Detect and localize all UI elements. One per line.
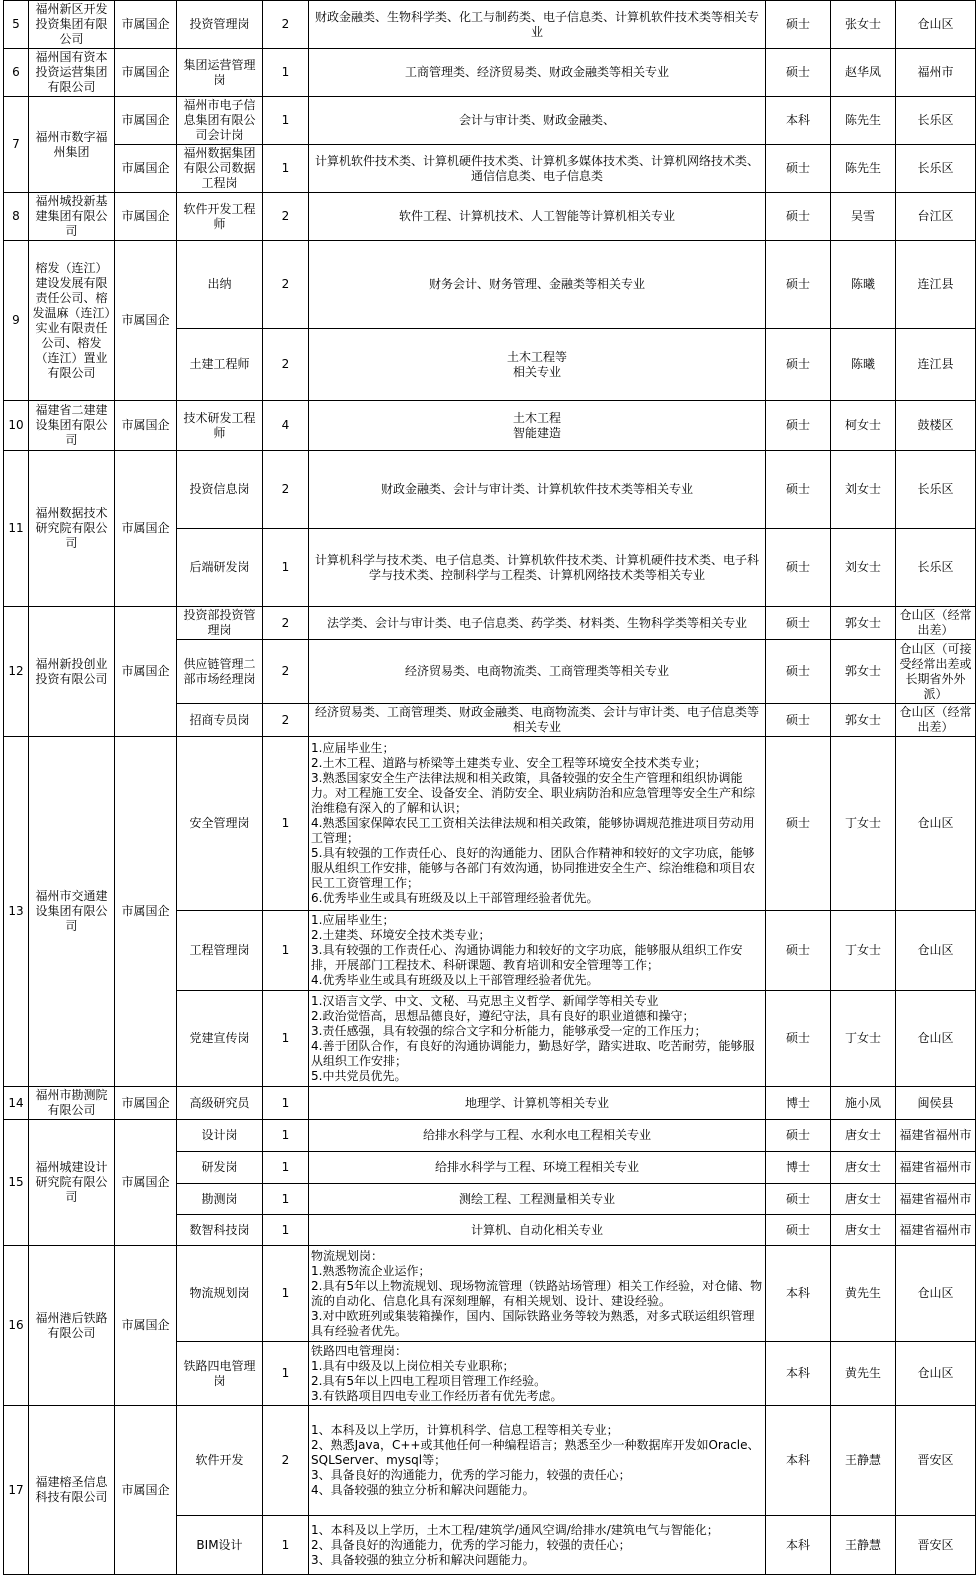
work-location: 闽侯县 bbox=[896, 1087, 976, 1120]
headcount: 2 bbox=[263, 704, 309, 737]
company-type: 市属国企 bbox=[115, 1120, 177, 1246]
job-title: 研发岗 bbox=[177, 1152, 263, 1184]
headcount: 4 bbox=[263, 401, 309, 451]
headcount: 2 bbox=[263, 607, 309, 640]
company-name: 福州港后铁路有限公司 bbox=[29, 1246, 115, 1406]
job-requirements bbox=[309, 401, 766, 451]
job-title: 软件开发工程师 bbox=[177, 193, 263, 241]
education: 博士 bbox=[766, 1152, 831, 1184]
contact-person: 丁女士 bbox=[831, 737, 896, 911]
row-number: 17 bbox=[4, 1406, 29, 1575]
headcount: 2 bbox=[263, 1, 309, 49]
company-type: 市属国企 bbox=[115, 49, 177, 97]
job-requirements bbox=[309, 911, 766, 991]
job-requirements: 计算机、自动化相关专业 bbox=[309, 1215, 766, 1246]
job-title: 安全管理岗 bbox=[177, 737, 263, 911]
job-requirements bbox=[309, 329, 766, 401]
job-title: 供应链管理二部市场经理岗 bbox=[177, 640, 263, 704]
education: 本科 bbox=[766, 1516, 831, 1575]
contact-person: 张女士 bbox=[831, 1, 896, 49]
requirement-line: 3.具有较强的工作责任心、沟通协调能力和较好的文字功底，能够服从组织工作安排，开展部门工程技术、科研课题、教育培训和安全管理等工作； bbox=[311, 943, 743, 972]
requirement-line: 物流规划岗： bbox=[311, 1248, 384, 1263]
education: 硕士 bbox=[766, 991, 831, 1087]
headcount: 2 bbox=[263, 193, 309, 241]
headcount: 1 bbox=[263, 49, 309, 97]
job-requirements: 地理学、计算机等相关专业 bbox=[309, 1087, 766, 1120]
row-number: 9 bbox=[4, 241, 29, 401]
job-requirements: 经济贸易类、电商物流类、工商管理类等相关专业 bbox=[309, 640, 766, 704]
company-type: 市属国企 bbox=[115, 737, 177, 1087]
recruitment-table bbox=[3, 0, 976, 1575]
education: 硕士 bbox=[766, 193, 831, 241]
work-location: 福州市 bbox=[896, 49, 976, 97]
requirement-line: 3.熟悉国家安全生产法律法规和相关政策，具备较强的安全生产管理和组织协调能力。对工程施工安全、设备安全、消防安全、职业病防治和应急管理等安全生产和综治维稳有深入的了解和认识； bbox=[311, 771, 756, 815]
headcount: 2 bbox=[263, 329, 309, 401]
company-type: 市属国企 bbox=[115, 97, 177, 145]
education: 硕士 bbox=[766, 1215, 831, 1246]
row-number: 11 bbox=[4, 451, 29, 607]
requirement-line: 4.熟悉国家保障农民工工资相关法律法规和相关政策，能够协调规范推进项目劳动用工管理； bbox=[311, 816, 755, 845]
job-title: 勘测岗 bbox=[177, 1184, 263, 1215]
education: 硕士 bbox=[766, 145, 831, 193]
company-name: 福州国有资本投资运营集团有限公司 bbox=[29, 49, 115, 97]
table-row bbox=[4, 97, 976, 145]
table-row bbox=[4, 737, 976, 911]
company-type: 市属国企 bbox=[115, 1406, 177, 1575]
job-title: 福州数据集团有限公司数据工程岗 bbox=[177, 145, 263, 193]
company-name: 福建省二建建设集团有限公司 bbox=[29, 401, 115, 451]
contact-person: 郭女士 bbox=[831, 704, 896, 737]
job-requirements: 工商管理类、经济贸易类、财政金融类等相关专业 bbox=[309, 49, 766, 97]
company-name: 福州城建设计研究院有限公司 bbox=[29, 1120, 115, 1246]
job-requirements bbox=[309, 1406, 766, 1516]
headcount: 1 bbox=[263, 1120, 309, 1152]
contact-person: 柯女士 bbox=[831, 401, 896, 451]
work-location: 福建省福州市 bbox=[896, 1120, 976, 1152]
work-location: 台江区 bbox=[896, 193, 976, 241]
job-requirements bbox=[309, 991, 766, 1087]
headcount: 1 bbox=[263, 737, 309, 911]
education: 硕士 bbox=[766, 607, 831, 640]
table-row bbox=[4, 1120, 976, 1152]
contact-person: 唐女士 bbox=[831, 1184, 896, 1215]
work-location: 仓山区 bbox=[896, 1342, 976, 1406]
job-requirements: 财政金融类、会计与审计类、计算机软件技术类等相关专业 bbox=[309, 451, 766, 529]
education: 硕士 bbox=[766, 911, 831, 991]
job-title: 投资信息岗 bbox=[177, 451, 263, 529]
table-row bbox=[4, 1406, 976, 1516]
company-name: 福州新投创业投资有限公司 bbox=[29, 607, 115, 737]
company-name: 福州城投新基建集团有限公司 bbox=[29, 193, 115, 241]
company-name: 福州市勘测院有限公司 bbox=[29, 1087, 115, 1120]
headcount: 1 bbox=[263, 911, 309, 991]
requirement-line: 2.具有5年以上四电工程项目管理工作经验。 bbox=[311, 1373, 547, 1388]
job-title: 投资管理岗 bbox=[177, 1, 263, 49]
row-number: 8 bbox=[4, 193, 29, 241]
requirement-line: 1.熟悉物流企业运作； bbox=[311, 1263, 431, 1278]
job-title: 出纳 bbox=[177, 241, 263, 329]
requirement-line: 4.优秀毕业生或具有班级及以上干部管理经验者优先。 bbox=[311, 973, 599, 987]
headcount: 2 bbox=[263, 241, 309, 329]
requirement-line: 2.具有5年以上物流规划、现场物流管理（铁路站场管理）相关工作经验，对仓储、物流的自动化、信息化具有深刻理解，有相关规划、设计、建设经验。 bbox=[311, 1278, 763, 1308]
row-number: 10 bbox=[4, 401, 29, 451]
requirement-line: 土木工程等 bbox=[506, 349, 567, 364]
education: 硕士 bbox=[766, 737, 831, 911]
requirement-line: 1.应届毕业生； bbox=[311, 741, 395, 755]
row-number: 6 bbox=[4, 49, 29, 97]
row-number: 13 bbox=[4, 737, 29, 1087]
education: 本科 bbox=[766, 1246, 831, 1342]
contact-person: 施小凤 bbox=[831, 1087, 896, 1120]
job-title: BIM设计 bbox=[177, 1516, 263, 1575]
table-row bbox=[4, 451, 976, 529]
table-row bbox=[4, 401, 976, 451]
headcount: 1 bbox=[263, 1152, 309, 1184]
row-number: 15 bbox=[4, 1120, 29, 1246]
contact-person: 黄先生 bbox=[831, 1342, 896, 1406]
requirement-line: 3.责任感强，具有较强的综合文字和分析能力，能够承受一定的工作压力； bbox=[311, 1023, 707, 1038]
requirement-line: 5.具有较强的工作责任心、良好的沟通能力、团队合作精神和较好的文字功底，能够服从组织工作安排，能够与各部门有效沟通，协同推进安全生产、综治维稳和项目农民工工资管理工作； bbox=[311, 846, 756, 890]
row-number: 7 bbox=[4, 97, 29, 193]
headcount: 1 bbox=[263, 97, 309, 145]
work-location: 仓山区 bbox=[896, 1, 976, 49]
headcount: 1 bbox=[263, 991, 309, 1087]
table-row bbox=[4, 1, 976, 49]
requirement-line: 5.中共党员优先。 bbox=[311, 1068, 407, 1083]
job-requirements bbox=[309, 737, 766, 911]
work-location: 福建省福州市 bbox=[896, 1152, 976, 1184]
company-type: 市属国企 bbox=[115, 1087, 177, 1120]
contact-person: 王静慧 bbox=[831, 1406, 896, 1516]
job-requirements: 软件工程、计算机技术、人工智能等计算机相关专业 bbox=[309, 193, 766, 241]
job-requirements: 测绘工程、工程测量相关专业 bbox=[309, 1184, 766, 1215]
work-location: 仓山区 bbox=[896, 1246, 976, 1342]
company-type: 市属国企 bbox=[115, 401, 177, 451]
job-title: 铁路四电管理岗 bbox=[177, 1342, 263, 1406]
job-title: 数智科技岗 bbox=[177, 1215, 263, 1246]
table-row bbox=[4, 607, 976, 640]
job-title: 技术研发工程师 bbox=[177, 401, 263, 451]
work-location: 福建省福州市 bbox=[896, 1215, 976, 1246]
requirement-line: 2.政治觉悟高，思想品德良好，遵纪守法，具有良好的职业道德和操守； bbox=[311, 1008, 695, 1023]
headcount: 1 bbox=[263, 1184, 309, 1215]
work-location: 晋安区 bbox=[896, 1516, 976, 1575]
requirement-line: 2、熟悉Java，C++或其他任何一种编程语言；熟悉至少一种数据库开发如Oracle、SQLServer、mysql等； bbox=[311, 1438, 760, 1467]
job-title: 党建宣传岗 bbox=[177, 991, 263, 1087]
requirement-line: 3.对中欧班列或集装箱操作，国内、国际铁路业务等较为熟悉，对多式联运组织管理具有经验者优先。 bbox=[311, 1308, 755, 1338]
requirement-line: 1、本科及以上学历，计算机科学、信息工程等相关专业； bbox=[311, 1423, 619, 1437]
contact-person: 唐女士 bbox=[831, 1152, 896, 1184]
job-requirements: 经济贸易类、工商管理类、财政金融类、电商物流类、会计与审计类、电子信息类等相关专业 bbox=[309, 704, 766, 737]
contact-person: 王静慧 bbox=[831, 1516, 896, 1575]
work-location: 鼓楼区 bbox=[896, 401, 976, 451]
education: 博士 bbox=[766, 1087, 831, 1120]
job-requirements: 计算机软件技术类、计算机硬件技术类、计算机多媒体技术类、计算机网络技术类、通信信息类、电子信息类 bbox=[309, 145, 766, 193]
job-title: 集团运营管理岗 bbox=[177, 49, 263, 97]
row-number: 16 bbox=[4, 1246, 29, 1406]
education: 硕士 bbox=[766, 1, 831, 49]
company-type: 市属国企 bbox=[115, 145, 177, 193]
company-name: 福州市交通建设集团有限公司 bbox=[29, 737, 115, 1087]
company-name: 福建榕圣信息科技有限公司 bbox=[29, 1406, 115, 1575]
row-number: 14 bbox=[4, 1087, 29, 1120]
company-type: 市属国企 bbox=[115, 1246, 177, 1406]
education: 硕士 bbox=[766, 329, 831, 401]
requirement-line: 相关专业 bbox=[512, 364, 561, 379]
headcount: 2 bbox=[263, 451, 309, 529]
requirement-line: 1.应届毕业生； bbox=[311, 913, 395, 927]
contact-person: 郭女士 bbox=[831, 607, 896, 640]
table-row bbox=[4, 241, 976, 329]
company-name: 福州数据技术研究院有限公司 bbox=[29, 451, 115, 607]
work-location: 晋安区 bbox=[896, 1406, 976, 1516]
company-name: 榕发（连江）建设发展有限责任公司、榕发温麻（连江）实业有限责任公司、榕发（连江）置业有限公司 bbox=[29, 241, 115, 401]
contact-person: 郭女士 bbox=[831, 640, 896, 704]
requirement-line: 土木工程 bbox=[512, 410, 561, 425]
education: 本科 bbox=[766, 97, 831, 145]
job-title: 物流规划岗 bbox=[177, 1246, 263, 1342]
contact-person: 陈曦 bbox=[831, 329, 896, 401]
job-title: 高级研究员 bbox=[177, 1087, 263, 1120]
education: 硕士 bbox=[766, 401, 831, 451]
table-row bbox=[4, 145, 976, 193]
work-location: 仓山区 bbox=[896, 737, 976, 911]
requirement-line: 3、具备较强的独立分析和解决问题能力。 bbox=[311, 1552, 535, 1567]
company-type: 市属国企 bbox=[115, 193, 177, 241]
work-location: 连江县 bbox=[896, 241, 976, 329]
education: 硕士 bbox=[766, 1184, 831, 1215]
work-location: 长乐区 bbox=[896, 145, 976, 193]
requirement-line: 2.土建类、环境安全技术类专业； bbox=[311, 928, 491, 942]
job-requirements: 给排水科学与工程、水利水电工程相关专业 bbox=[309, 1120, 766, 1152]
education: 硕士 bbox=[766, 451, 831, 529]
headcount: 1 bbox=[263, 1087, 309, 1120]
contact-person: 吴雪 bbox=[831, 193, 896, 241]
job-title: 工程管理岗 bbox=[177, 911, 263, 991]
requirement-line: 3.有铁路项目四电专业工作经历者有优先考虑。 bbox=[311, 1388, 563, 1403]
job-title: 福州市电子信息集团有限公司会计岗 bbox=[177, 97, 263, 145]
education: 硕士 bbox=[766, 704, 831, 737]
requirement-line: 1.汉语言文学、中文、文秘、马克思主义哲学、新闻学等相关专业 bbox=[311, 993, 659, 1008]
contact-person: 赵华凤 bbox=[831, 49, 896, 97]
contact-person: 刘女士 bbox=[831, 451, 896, 529]
job-title: 软件开发 bbox=[177, 1406, 263, 1516]
work-location: 仓山区（经常出差） bbox=[896, 704, 976, 737]
table-body bbox=[4, 1, 976, 1575]
education: 本科 bbox=[766, 1342, 831, 1406]
job-title: 招商专员岗 bbox=[177, 704, 263, 737]
job-requirements: 给排水科学与工程、环境工程相关专业 bbox=[309, 1152, 766, 1184]
headcount: 1 bbox=[263, 1342, 309, 1406]
requirement-line: 智能建造 bbox=[512, 425, 561, 440]
work-location: 仓山区 bbox=[896, 911, 976, 991]
job-requirements bbox=[309, 1516, 766, 1575]
education: 硕士 bbox=[766, 49, 831, 97]
headcount: 1 bbox=[263, 1215, 309, 1246]
contact-person: 唐女士 bbox=[831, 1120, 896, 1152]
requirement-line: 2.土木工程、道路与桥梁等土建类专业、安全工程等环境安全技术类专业； bbox=[311, 756, 707, 770]
work-location: 福建省福州市 bbox=[896, 1184, 976, 1215]
company-name: 福州市数字福州集团 bbox=[29, 97, 115, 193]
contact-person: 陈先生 bbox=[831, 145, 896, 193]
contact-person: 丁女士 bbox=[831, 991, 896, 1087]
requirement-line: 2、具备良好的沟通能力，优秀的学习能力，较强的责任心； bbox=[311, 1537, 631, 1552]
contact-person: 丁女士 bbox=[831, 911, 896, 991]
job-requirements bbox=[309, 1246, 766, 1342]
headcount: 2 bbox=[263, 1406, 309, 1516]
row-number: 5 bbox=[4, 1, 29, 49]
requirement-line: 1.具有中级及以上岗位相关专业职称； bbox=[311, 1358, 515, 1373]
job-title: 设计岗 bbox=[177, 1120, 263, 1152]
requirement-line: 6.优秀毕业生或具有班级及以上干部管理经验者优先。 bbox=[311, 891, 599, 905]
requirement-line: 铁路四电管理岗： bbox=[311, 1343, 408, 1358]
work-location: 长乐区 bbox=[896, 451, 976, 529]
job-title: 土建工程师 bbox=[177, 329, 263, 401]
job-requirements: 法学类、会计与审计类、电子信息类、药学类、材料类、生物科学类等相关专业 bbox=[309, 607, 766, 640]
table-row bbox=[4, 1246, 976, 1342]
requirement-line: 3、具备良好的沟通能力，优秀的学习能力，较强的责任心； bbox=[311, 1468, 631, 1482]
education: 本科 bbox=[766, 1406, 831, 1516]
requirement-line: 4.善于团队合作，有良好的沟通协调能力，勤恳好学，踏实进取、吃苦耐劳，能够服从组织工作安排； bbox=[311, 1038, 755, 1068]
headcount: 2 bbox=[263, 640, 309, 704]
work-location: 仓山区（经常出差） bbox=[896, 607, 976, 640]
table-row bbox=[4, 49, 976, 97]
company-name: 福州新区开发投资集团有限公司 bbox=[29, 1, 115, 49]
company-type: 市属国企 bbox=[115, 607, 177, 737]
headcount: 1 bbox=[263, 1516, 309, 1575]
requirement-line: 4、具备较强的独立分析和解决问题能力。 bbox=[311, 1483, 535, 1497]
headcount: 1 bbox=[263, 1246, 309, 1342]
headcount: 1 bbox=[263, 529, 309, 607]
education: 硕士 bbox=[766, 1120, 831, 1152]
company-type: 市属国企 bbox=[115, 1, 177, 49]
work-location: 连江县 bbox=[896, 329, 976, 401]
table-row bbox=[4, 193, 976, 241]
contact-person: 陈先生 bbox=[831, 97, 896, 145]
education: 硕士 bbox=[766, 241, 831, 329]
job-requirements: 财务会计、财务管理、金融类等相关专业 bbox=[309, 241, 766, 329]
education: 硕士 bbox=[766, 640, 831, 704]
contact-person: 陈曦 bbox=[831, 241, 896, 329]
requirement-line: 1、本科及以上学历，土木工程/建筑学/通风空调/给排水/建筑电气与智能化； bbox=[311, 1522, 719, 1537]
row-number: 12 bbox=[4, 607, 29, 737]
contact-person: 刘女士 bbox=[831, 529, 896, 607]
contact-person: 唐女士 bbox=[831, 1215, 896, 1246]
job-title: 投资部投资管理岗 bbox=[177, 607, 263, 640]
job-requirements: 财政金融类、生物科学类、化工与制药类、电子信息类、计算机软件技术类等相关专业 bbox=[309, 1, 766, 49]
job-requirements: 计算机科学与技术类、电子信息类、计算机软件技术类、计算机硬件技术类、电子科学与技术类、控制科学与工程类、计算机网络技术类等相关专业 bbox=[309, 529, 766, 607]
company-type: 市属国企 bbox=[115, 241, 177, 401]
work-location: 长乐区 bbox=[896, 97, 976, 145]
job-title: 后端研发岗 bbox=[177, 529, 263, 607]
job-requirements bbox=[309, 1342, 766, 1406]
education: 硕士 bbox=[766, 529, 831, 607]
work-location: 仓山区 bbox=[896, 991, 976, 1087]
work-location: 仓山区（可接受经常出差或长期省外外派） bbox=[896, 640, 976, 704]
job-requirements: 会计与审计类、财政金融类、 bbox=[309, 97, 766, 145]
contact-person: 黄先生 bbox=[831, 1246, 896, 1342]
work-location: 长乐区 bbox=[896, 529, 976, 607]
headcount: 1 bbox=[263, 145, 309, 193]
company-type: 市属国企 bbox=[115, 451, 177, 607]
table-row bbox=[4, 1087, 976, 1120]
